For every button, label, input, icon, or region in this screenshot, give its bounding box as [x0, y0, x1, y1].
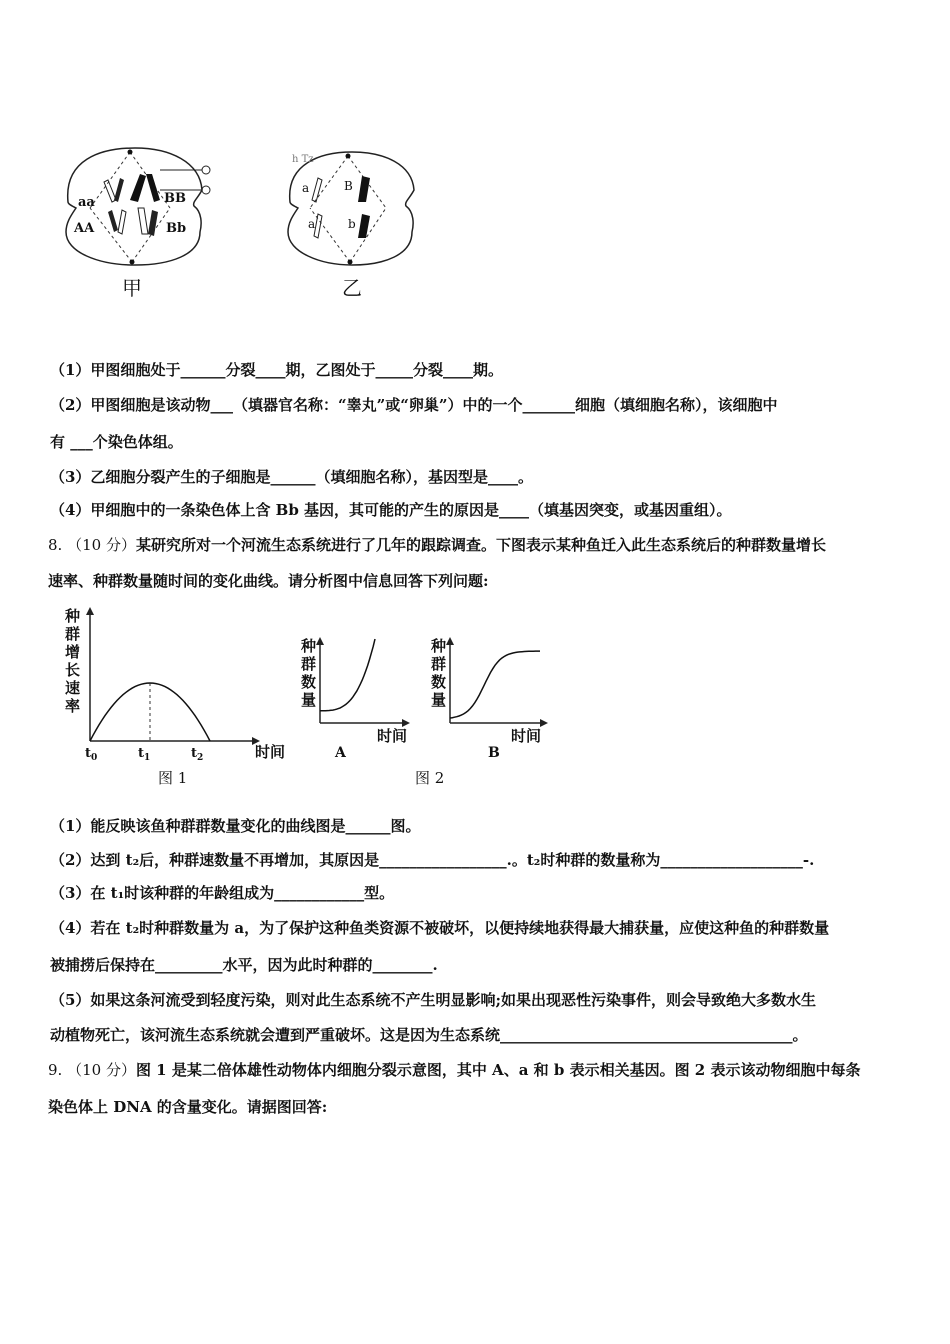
- cell-yi-diagram: [288, 152, 414, 300]
- q8-number: 8.: [48, 536, 63, 554]
- fig1-ylabel: 种群增长速率: [65, 607, 81, 715]
- chart-fig1: [64, 607, 285, 787]
- q7-part4: （4）甲细胞中的一条染色体上含 Bb 基因，其可能的产生的原因是____（填基因突变，或基因重组）。: [50, 501, 732, 519]
- label-B: B: [344, 179, 353, 193]
- caption-yi: 乙: [342, 276, 362, 300]
- fig2B-s-curve: [450, 651, 540, 718]
- label-aa: aa: [78, 195, 95, 210]
- label-a-top: a: [302, 181, 310, 195]
- q7-part2-line1: （2）甲图细胞是该动物___（填器官名称：“睾丸”或“卵巢”）中的一个_______细胞（填细胞名称），该细胞中: [50, 396, 778, 414]
- q8-part1: （1）能反映该鱼种群群数量变化的曲线图是______图。: [50, 817, 421, 835]
- label-b: b: [348, 217, 356, 231]
- q8-stem-line1: [48, 535, 826, 555]
- cell-jia-diagram: [66, 148, 210, 300]
- svg-text:h Tz: h Tz: [292, 154, 314, 165]
- fig2B-xlabel: 时间: [511, 727, 542, 745]
- q7-part2-line2: 有 ___个染色体组。: [50, 433, 183, 451]
- population-charts: [55, 605, 555, 800]
- q9-score: （10 分）: [67, 1061, 136, 1079]
- q8-part2: （2）达到 t₂后，种群速数量不再增加，其原因是_________________.。t₂时种群的数量称为___________________-.: [50, 851, 815, 869]
- q9-stem-line1: [48, 1060, 860, 1080]
- fig1-tick-t0: $t_0$: [85, 746, 98, 763]
- fig2A-panel-label: A: [335, 745, 346, 761]
- fig1-xlabel: 时间: [255, 743, 286, 761]
- caption-jia: 甲: [122, 276, 142, 300]
- chart-fig2-B: [430, 637, 548, 761]
- fig2A-xlabel: 时间: [377, 727, 408, 745]
- q8-part3: （3）在 t₁时该种群的年龄组成为____________型。: [50, 884, 395, 902]
- chart-fig2-A: [300, 637, 410, 761]
- q8-part4-line1: （4）若在 t₂时种群数量为 a，为了保护这种鱼类资源不被破坏，以便持续地获得最大捕获量，应使这种鱼的种群数量: [50, 919, 830, 937]
- label-AA: AA: [74, 221, 95, 236]
- q8-part5-line1: （5）如果这条河流受到轻度污染，则对此生态系统不产生明显影响;如果出现恶性污染事件，则会导致绝大多数水生: [50, 991, 816, 1009]
- label-BB: BB: [164, 191, 186, 206]
- fig1-tick-t1: $t_1$: [138, 746, 151, 763]
- q9-stem-a: 图 1 是某二倍体雄性动物体内细胞分裂示意图，其中 A、a 和 b 表示相关基因。图 2 表示该动物细胞中每条: [135, 1061, 861, 1079]
- q7-part3: （3）乙细胞分裂产生的子细胞是______（填细胞名称），基因型是____。: [50, 468, 533, 486]
- q8-part4-line2: 被捕捞后保持在_________水平，因为此时种群的________.: [50, 956, 438, 974]
- fig2-caption: 图 2: [415, 769, 445, 787]
- fig1-caption: 图 1: [158, 769, 188, 787]
- fig1-tick-t2: $t_2$: [191, 746, 204, 763]
- q8-part5-line2: 动植物死亡，该河流生态系统就会遭到严重破坏。这是因为生态系统_______________________________________。: [50, 1026, 808, 1044]
- fig2A-j-curve: [320, 639, 375, 711]
- q9-number: 9.: [48, 1061, 63, 1079]
- label-Bb: Bb: [166, 221, 187, 236]
- q9-stem-line2: 染色体上 DNA 的含量变化。请据图回答:: [48, 1098, 328, 1116]
- q8-score: （10 分）: [67, 536, 136, 554]
- q8-stem-a: 某研究所对一个河流生态系统进行了几年的跟踪调查。下图表示某种鱼迁入此生态系统后的种群数量增长: [135, 536, 826, 554]
- fig2B-ylabel: 种群数量: [431, 637, 447, 709]
- cell-division-figure: [60, 140, 440, 310]
- fig2A-ylabel: 种群数量: [301, 637, 317, 709]
- fig2B-panel-label: B: [488, 745, 500, 761]
- label-a-bottom: a: [308, 217, 316, 231]
- q8-stem-line2: 速率、种群数量随时间的变化曲线。请分析图中信息回答下列问题:: [48, 572, 489, 590]
- q7-part1: （1）甲图细胞处于______分裂____期，乙图处于_____分裂____期。: [50, 361, 503, 379]
